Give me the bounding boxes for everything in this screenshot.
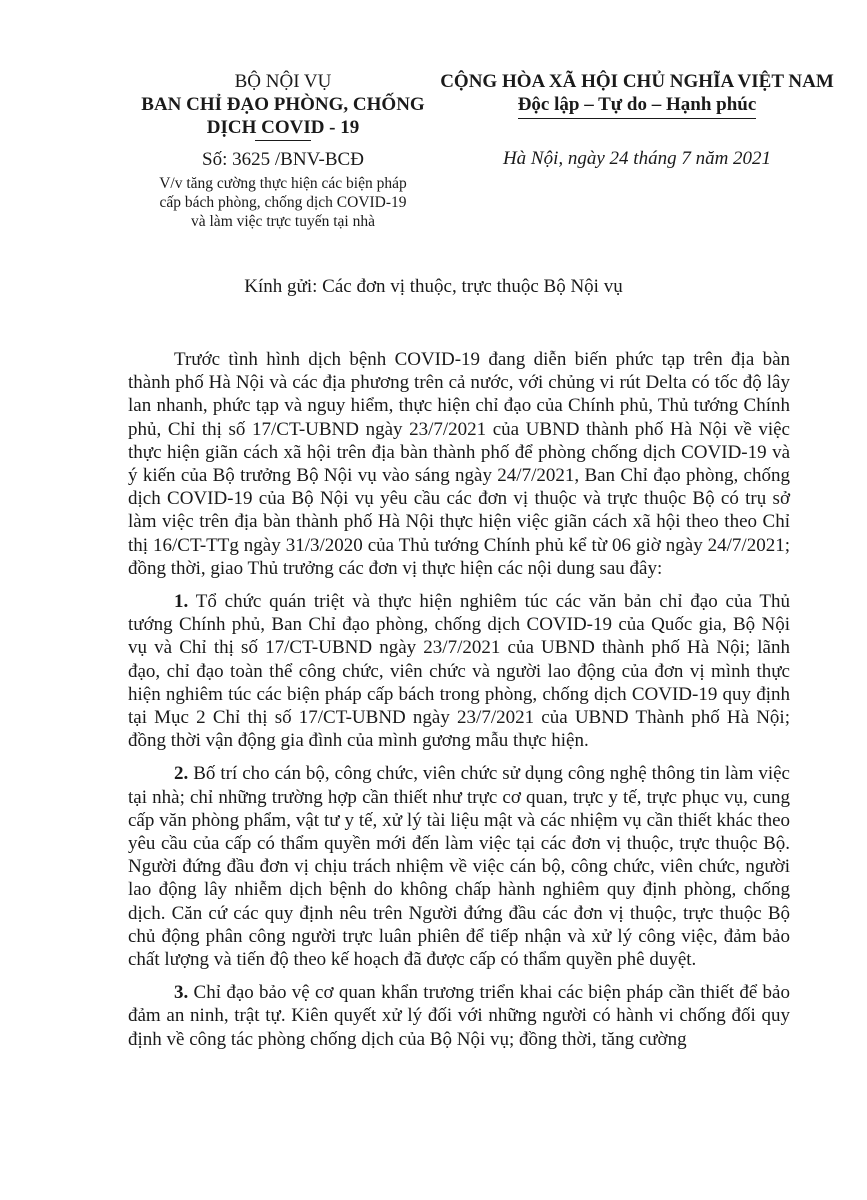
subject-line1: V/v tăng cường thực hiện các biện pháp bbox=[159, 175, 407, 192]
parent-agency: BỘ NỘI VỤ bbox=[234, 71, 332, 92]
item-number-1: 1. bbox=[174, 591, 189, 613]
place-and-date: Hà Nội, ngày 24 tháng 7 năm 2021 bbox=[502, 148, 772, 169]
subject-line2: cấp bách phòng, chống dịch COVID-19 bbox=[159, 194, 407, 211]
agency-name-line2-text: DỊCH COVID - 19 bbox=[206, 117, 360, 138]
item-number-3: 3. bbox=[174, 982, 189, 1004]
national-heading-block bbox=[432, 70, 842, 171]
national-motto-text: Độc lập – Tự do – Hạnh phúc bbox=[517, 94, 757, 115]
national-title: CỘNG HÒA XÃ HỘI CHỦ NGHĨA VIỆT NAM bbox=[440, 71, 834, 92]
item-paragraph-1 bbox=[128, 590, 790, 752]
recipient-line: Kính gửi: Các đơn vị thuộc, trực thuộc Bộ Nội vụ bbox=[244, 276, 623, 297]
motto-underline bbox=[518, 118, 757, 119]
document-body bbox=[128, 348, 790, 1061]
item-paragraph-3 bbox=[128, 981, 790, 1051]
subject-line3: và làm việc trực tuyến tại nhà bbox=[191, 213, 375, 230]
agency-name-line2 bbox=[207, 116, 360, 140]
item-text-3: Chỉ đạo bảo vệ cơ quan khẩn trương triển khai các biện pháp cần thiết để bảo đảm an ninh, trật tự. Kiên quyết xử lý đối với những người có hành vi chống đối quy định về công tác phòng chống dịch của Bộ Nội vụ; đồng thời, tăng cường bbox=[128, 982, 790, 1050]
intro-paragraph: Trước tình hình dịch bệnh COVID-19 đang diễn biến phức tạp trên địa bàn thành phố Hà Nội và các địa phương trên cả nước, với chủng vi rút Delta có tốc độ lây lan nhanh, phức tạp và nguy hiểm, thực hiện chỉ đạo của Chính phủ, Thủ tướng Chính phủ, Chỉ thị số 17/CT-UBND ngày 23/7/2021 của UBND thành phố Hà Nội về việc thực hiện giãn cách xã hội trên địa bàn thành phố để phòng chống dịch COVID-19 và ý kiến của Bộ trưởng Bộ Nội vụ vào sáng ngày 24/7/2021, Ban Chỉ đạo phòng, chống dịch COVID-19 của Bộ Nội vụ yêu cầu các đơn vị thuộc và trực thuộc Bộ có trụ sở làm việc trên địa bàn thành phố Hà Nội thực hiện việc giãn cách xã hội theo theo Chỉ thị 16/CT-TTg ngày 31/3/2020 của Thủ tướng Chính phủ kể từ 06 giờ ngày 24/7/2021; đồng thời, giao Thủ trưởng các đơn vị thực hiện các nội dung sau đây: bbox=[128, 349, 790, 579]
item-number-2: 2. bbox=[174, 763, 189, 785]
agency-name-line1: BAN CHỈ ĐẠO PHÒNG, CHỐNG bbox=[141, 94, 425, 115]
document-number: Số: 3625 /BNV-BCĐ bbox=[202, 149, 364, 170]
document-header bbox=[0, 70, 867, 230]
item-paragraph-2 bbox=[128, 762, 790, 971]
agency-underline bbox=[255, 140, 312, 141]
item-text-1: Tổ chức quán triệt và thực hiện nghiêm túc các văn bản chỉ đạo của Thủ tướng Chính phủ, Ban Chỉ đạo phòng, chống dịch COVID-19 của Quốc gia, Bộ Nội vụ và Chỉ thị số 17/CT-UBND ngày 23/7/2021 của UBND thành phố Hà Nội; lãnh đạo, chỉ đạo toàn thể công chức, viên chức và người lao động của đơn vị mình thực hiện nghiêm túc các biện pháp cấp bách trong phòng, chống dịch COVID-19 quy định tại Mục 2 Chỉ thị số 17/CT-UBND ngày 23/7/2021 của UBND Thành phố Hà Nội; đồng thời vận động gia đình của mình gương mẫu thực hiện. bbox=[128, 591, 790, 752]
item-text-2: Bố trí cho cán bộ, công chức, viên chức sử dụng công nghệ thông tin làm việc tại nhà; chỉ những trường hợp cần thiết như trực cơ quan, trực y tế, trực phục vụ, cung cấp văn phòng phẩm, vật tư y tế, xử lý tài liệu mật và các nhiệm vụ cần thiết khác theo yêu cầu của cấp có thẩm quyền mới đến làm việc tại các đơn vị thuộc, trực thuộc Bộ. Người đứng đầu đơn vị chịu trách nhiệm về việc cán bộ, công chức, viên chức, người lao động lây nhiễm dịch bệnh do không chấp hành nghiêm quy định phòng, chống dịch. Căn cứ các quy định nêu trên Người đứng đầu các đơn vị thuộc, trực thuộc Bộ chủ động phân công người trực luân phiên để tiếp nhận và xử lý công việc, đảm bảo chất lượng và tiến độ theo kế hoạch đã được cấp có thẩm quyền phê duyệt. bbox=[128, 763, 790, 971]
issuing-agency-block bbox=[128, 70, 438, 231]
national-motto bbox=[518, 93, 757, 117]
